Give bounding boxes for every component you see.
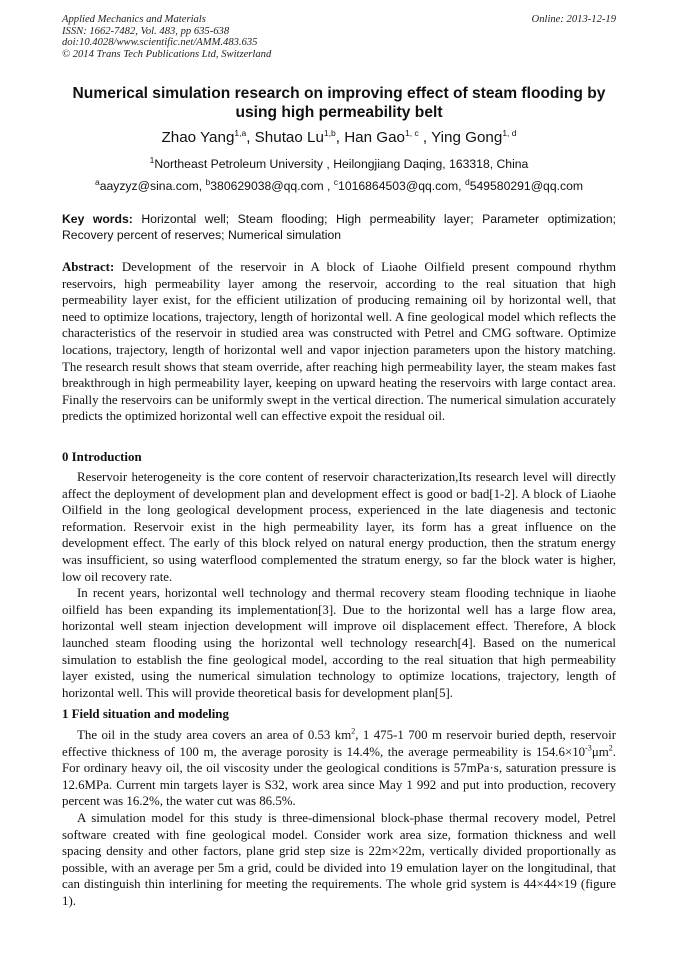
section-heading-field-situation: 1 Field situation and modeling — [62, 707, 229, 721]
issn-line: ISSN: 1662-7482, Vol. 483, pp 635-638 — [62, 25, 230, 37]
paper-title: Numerical simulation research on improving effect of steam flooding by using high permeability belt — [72, 85, 606, 121]
email-link[interactable]: 549580291@qq.com — [469, 179, 584, 193]
abstract-text: Development of the reservoir in A block of Liaohe Oilfield present compound rhythm reservoirs, high permeability layer among the reservoir, according to the real situation that high permeability layer exist, for the efficient utilization of producing remaining oil by horizontal well, that need to optimize locations, trajectory, length of horizontal well. A fine geological model which reflects the characteristics of the reservoir in studied area was constructed with Petrel and CMG software. Optimize locations, trajectory, length of horizontal well and vapor injection parameters upon the history matching. The research result shows that steam override, after reaching high permeability layer, the steam makes fast breakthrough in high permeability layer, keeping on upward heating the reservoirs with large contact area. Finally the reservoirs can be uniformly swept in the vertical direction. The numerical simulation accurately predicts the optimized horizontal well can effective expoit the residual oil. — [62, 260, 616, 424]
text-run: , 1 475-1 700 m reservoir buried depth, reservoir effective thickness of 100 m, the average porosity is 14.4%, the average permeability is 154.6×10 — [62, 728, 616, 759]
email-mark: b — [205, 176, 211, 187]
author-affiliation-mark: 1,b — [323, 127, 336, 138]
journal-header — [62, 14, 616, 60]
email-mark: c — [333, 176, 339, 187]
email-link[interactable]: aayzyz@sina.com, — [99, 179, 203, 193]
section-heading-introduction: 0 Introduction — [62, 450, 142, 464]
keywords-text: Horizontal well; Steam flooding; High permeability layer; Parameter optimization; Recovery percent of reserves; Numerical simulation — [62, 212, 617, 243]
email-list — [62, 178, 616, 194]
text-run: μm — [591, 744, 609, 759]
email-link[interactable]: 380629038@qq.com , — [210, 179, 331, 193]
author-affiliation-mark: 1,a — [234, 127, 247, 138]
online-date: Online: 2013-12-19 — [531, 14, 616, 25]
journal-name: Applied Mechanics and Materials — [62, 14, 206, 25]
text-run: . For ordinary heavy oil, the oil viscosity under the geological conditions is 57mPa·s, saturation pressure is 12.6MPa. Current min targets layer is S32, work area since May 1 992 and put into production, recovery percent was 16.2%, the water cut was 86.5%. — [62, 744, 616, 809]
introduction-body — [62, 469, 616, 701]
superscript: -3 — [585, 743, 592, 753]
paragraph — [62, 727, 616, 810]
field-situation-body — [62, 727, 616, 910]
abstract-label: Abstract: — [62, 260, 115, 274]
doi-line[interactable]: doi:10.4028/www.scientific.net/AMM.483.635 — [62, 37, 258, 49]
email-link[interactable]: 1016864503@qq.com, — [338, 179, 462, 193]
superscript: 2 — [608, 743, 613, 753]
paragraph: A simulation model for this study is three-dimensional block-phase thermal recovery model, Petrel software created with fine geological model. Consider work area size, formation thickness and well spacing density and other factors, plane grid step size is 22m×22m, vertically divided proportionally as possible, with an average per 5m a grid, could be divided into 19 emulation layer on the longitudinal, that can distinguish thin interlining for meeting the requirements. The whole grid system is 44×44×19 (figure 1). — [62, 810, 616, 908]
author-affiliation-mark: 1, c — [405, 127, 419, 138]
text-run: The oil in the study area covers an area of 0.53 km — [77, 728, 352, 742]
author-affiliation-mark: 1, d — [502, 127, 517, 138]
email-mark: d — [464, 176, 470, 187]
affiliation — [62, 156, 616, 172]
author-name: Zhao Yang — [161, 129, 235, 146]
paragraph: In recent years, horizontal well technology and thermal recovery steam flooding technique in liaohe oilfield has been expanding its implementation[3]. Due to the horizontal well has a large flow area, horizontal well steam injection development will improve oil displacement effect. Therefore, A block launched steam flooding using the horizontal well technology research[4]. Based on the numerical simulation to establish the fine geological model, according to the real situation that high permeability layer existed, using the numerical simulation technology to optimize locations, trajectory, length of horizontal well. This will provide theoretical basis for development plan[5]. — [62, 586, 616, 700]
author-list: Zhao Yang$^{1,a}$, Shutao Lu$^{1,b}$, Han Gao$^{1, c}$ , Ying Gong$^{1, d}$ — [161, 127, 517, 146]
email-mark: a — [94, 176, 100, 187]
keywords — [62, 211, 616, 244]
keywords-label: Key words: — [62, 212, 133, 226]
author-name: Ying Gong — [431, 129, 503, 146]
abstract — [62, 259, 616, 425]
superscript: 2 — [351, 726, 356, 736]
author-name: Shutao Lu — [254, 129, 324, 146]
author-name: Han Gao — [344, 129, 405, 146]
copyright-line: © 2014 Trans Tech Publications Ltd, Switzerland — [62, 48, 272, 60]
affiliation-mark: 1 — [149, 154, 155, 165]
affiliation-text: Northeast Petroleum University , Heilongjiang Daqing, 163318, China — [154, 157, 529, 171]
paragraph: Reservoir heterogeneity is the core content of reservoir characterization,Its research level will directly affect the deployment of development plan and development effect is good or bad[1-2]. A block of Liaohe Oilfield in the long geological development process, experienced in the late diagenesis and tectonic reformation. Reservoir exist in the high permeability layer, its form has a great influence on the development effect. The early of this block relyed on natural energy production, then the stratum energy was insufficient, so using waterflood complemented the stratum energy, so far the block water is higher, low oil recovery rate. — [62, 470, 616, 584]
